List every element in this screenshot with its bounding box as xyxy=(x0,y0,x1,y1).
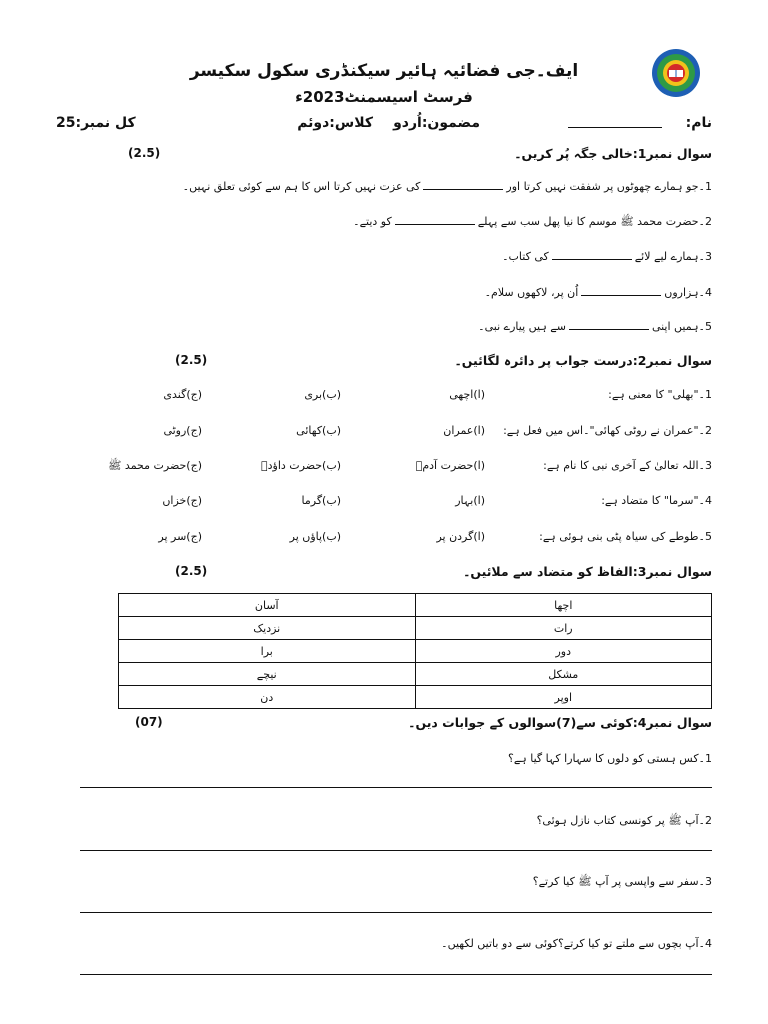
section2-heading: سوال نمبر2:درست جواب پر دائرہ لگائیں۔ xyxy=(454,353,712,368)
fill-item xyxy=(502,250,712,263)
subject-label: مضمون:اُردو xyxy=(393,115,480,131)
section2-marks: (2.5) xyxy=(175,353,208,367)
mcq-option-a[interactable]: (ا)گردن پر xyxy=(436,530,485,543)
mcq-option-b[interactable]: (ب)گرما xyxy=(301,494,341,507)
item-number: 2۔ xyxy=(698,215,712,228)
table-row xyxy=(119,663,712,686)
total-marks: کل نمبر:25 xyxy=(56,115,136,131)
word-cell: اچھا xyxy=(415,594,712,617)
word-cell: مشکل xyxy=(415,663,712,686)
table-row xyxy=(119,617,712,640)
word-cell: دور xyxy=(415,640,712,663)
name-line[interactable] xyxy=(568,127,662,128)
blank-field[interactable] xyxy=(569,320,649,330)
blank-field[interactable] xyxy=(395,215,475,225)
item-text: کی عزت نہیں کرتا اس کا ہم سے کوئی تعلق نہیں۔ xyxy=(182,180,421,193)
opposite-cell: برا xyxy=(119,640,416,663)
table-row xyxy=(119,640,712,663)
word-cell: رات xyxy=(415,617,712,640)
mcq-option-c[interactable]: (ج)حضرت محمد ﷺ xyxy=(108,459,202,472)
class-label: کلاس:دوئم xyxy=(297,115,373,131)
item-text: حضرت محمد ﷺ موسم کا نیا پھل سب سے پہلے xyxy=(477,215,699,228)
item-text: ہمارے لیے لائے xyxy=(634,250,699,263)
item-number: 3۔ xyxy=(698,250,712,263)
item-text: کو دیتے۔ xyxy=(353,215,392,228)
mcq-option-a[interactable]: (ا)عمران xyxy=(443,424,485,437)
mcq-option-c[interactable]: (ج)گندی xyxy=(163,388,202,401)
mcq-option-a[interactable]: (ا)اچھی xyxy=(449,388,485,401)
item-text: اُن پر، لاکھوں سلام۔ xyxy=(484,286,579,299)
item-text: ہمیں اپنی xyxy=(651,320,699,333)
mcq-option-a[interactable]: (ا)حضرت آدمؑ xyxy=(415,459,485,472)
section3-heading: سوال نمبر3:الفاظ کو متضاد سے ملائیں۔ xyxy=(463,564,712,579)
item-number: 1۔ xyxy=(698,180,712,193)
opposite-cell: آسان xyxy=(119,594,416,617)
opposite-cell: دن xyxy=(119,686,416,709)
fill-item xyxy=(485,286,712,299)
mcq-option-c[interactable]: (ج)خزاں xyxy=(162,494,202,507)
mcq-option-c[interactable]: (ج)سر پر xyxy=(158,530,202,543)
item-text: ہزاروں xyxy=(664,286,699,299)
fill-item xyxy=(183,180,712,193)
section4-marks: (07) xyxy=(135,715,163,729)
fill-item xyxy=(478,320,712,333)
short-question: 2۔آپ ﷺ پر کونسی کتاب نازل ہوئی؟ xyxy=(536,814,712,827)
mcq-option-c[interactable]: (ج)روٹی xyxy=(163,424,202,437)
section4-heading: سوال نمبر4:کوئی سے(7)سوالوں کے جوابات دیں۔ xyxy=(408,715,712,730)
fill-item xyxy=(353,215,712,231)
table-row xyxy=(119,686,712,709)
opposite-cell: نیچے xyxy=(119,663,416,686)
answer-line[interactable] xyxy=(80,912,712,913)
short-question: 4۔آپ بچوں سے ملتے تو کیا کرتے؟کوئی سے دو باتیں لکھیں۔ xyxy=(441,937,712,950)
exam-title: فرسٹ اسیسمنٹ2023ء xyxy=(295,88,473,106)
mcq-option-b[interactable]: (ب)پاؤں پر xyxy=(289,530,341,543)
item-text: کی کتاب۔ xyxy=(502,250,549,263)
item-number: 5۔ xyxy=(698,320,712,333)
item-number: 4۔ xyxy=(698,286,712,299)
opposite-cell: نزدیک xyxy=(119,617,416,640)
mcq-option-a[interactable]: (ا)بہار xyxy=(455,494,485,507)
item-text: سے ہیں پیارے نبی۔ xyxy=(478,320,566,333)
answer-line[interactable] xyxy=(80,850,712,851)
mcq-question: 2۔"عمران نے روٹی کھائی"۔اس میں فعل ہے: xyxy=(503,424,712,437)
blank-field[interactable] xyxy=(552,250,632,260)
answer-line[interactable] xyxy=(80,787,712,788)
short-question: 1۔کس ہستی کو دلوں کا سہارا کہا گیا ہے؟ xyxy=(508,752,712,765)
table-row xyxy=(119,594,712,617)
match-table xyxy=(118,593,712,709)
mcq-option-b[interactable]: (ب)بری xyxy=(304,388,341,401)
mcq-question: 1۔"بھلی" کا معنی ہے: xyxy=(608,388,712,401)
mcq-question: 5۔طوطے کی سیاہ پٹی بنی ہوئی ہے: xyxy=(539,530,712,543)
school-logo-icon xyxy=(651,48,701,98)
mcq-option-b[interactable]: (ب)کھائی xyxy=(296,424,341,437)
answer-line[interactable] xyxy=(80,974,712,975)
mcq-question: 4۔"سرما" کا متضاد ہے: xyxy=(601,494,712,507)
section3-marks: (2.5) xyxy=(175,564,208,578)
name-label: نام: xyxy=(685,115,712,131)
mcq-question: 3۔اللہ تعالیٰ کے آخری نبی کا نام ہے: xyxy=(543,459,712,472)
word-cell: اوپر xyxy=(415,686,712,709)
item-text: جو ہمارے چھوٹوں پر شفقت نہیں کرتا اور xyxy=(506,180,699,193)
short-question: 3۔سفر سے واپسی پر آپ ﷺ کیا کرتے؟ xyxy=(532,875,712,888)
section1-heading: سوال نمبر1:خالی جگہ پُر کریں۔ xyxy=(514,146,712,161)
blank-field[interactable] xyxy=(423,180,503,190)
section1-marks: (2.5) xyxy=(128,146,161,160)
school-name: ایف۔جی فضائیہ ہائیر سیکنڈری سکول سکیسر xyxy=(189,61,579,81)
blank-field[interactable] xyxy=(581,286,661,296)
mcq-option-b[interactable]: (ب)حضرت داؤدؑ xyxy=(261,459,341,472)
